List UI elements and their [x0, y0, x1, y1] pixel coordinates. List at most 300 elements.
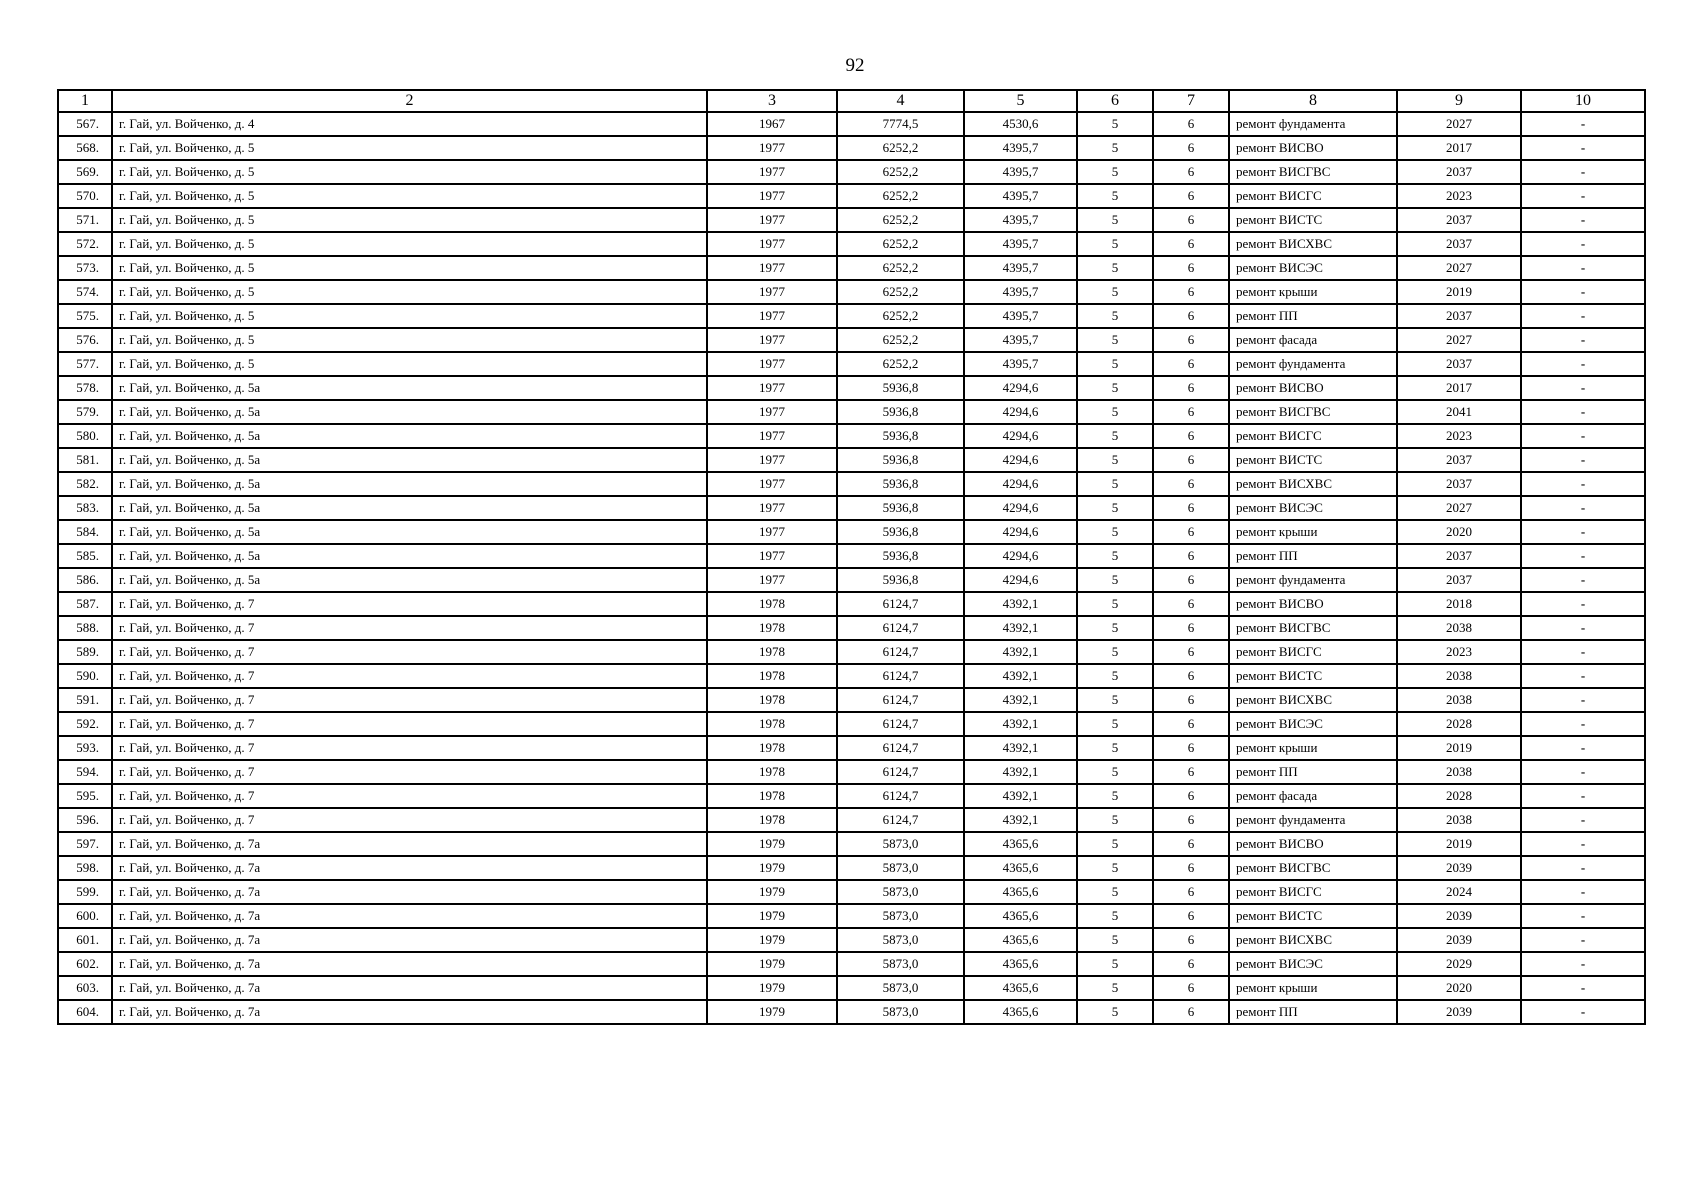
floors-cell: 5 [1077, 1000, 1153, 1024]
living-area-cell: 4365,6 [964, 856, 1077, 880]
total-area-cell: 6252,2 [837, 280, 964, 304]
address-cell: г. Гай, ул. Войченко, д. 7 [112, 736, 707, 760]
note-cell: - [1521, 712, 1645, 736]
note-cell: - [1521, 568, 1645, 592]
row-number-cell: 567. [58, 112, 112, 136]
note-cell: - [1521, 760, 1645, 784]
year-built-cell: 1977 [707, 424, 837, 448]
floors-cell: 5 [1077, 112, 1153, 136]
work-type-cell: ремонт ВИСГС [1229, 184, 1397, 208]
work-type-cell: ремонт фасада [1229, 328, 1397, 352]
work-type-cell: ремонт ПП [1229, 760, 1397, 784]
living-area-cell: 4395,7 [964, 160, 1077, 184]
planned-year-cell: 2017 [1397, 136, 1521, 160]
table-row [58, 592, 1645, 616]
address-cell: г. Гай, ул. Войченко, д. 7а [112, 856, 707, 880]
table-row [58, 304, 1645, 328]
row-number-cell: 569. [58, 160, 112, 184]
living-area-cell: 4294,6 [964, 448, 1077, 472]
row-number-cell: 575. [58, 304, 112, 328]
total-area-cell: 5873,0 [837, 904, 964, 928]
total-area-cell: 5936,8 [837, 496, 964, 520]
entrances-cell: 6 [1153, 1000, 1229, 1024]
floors-cell: 5 [1077, 544, 1153, 568]
row-number-cell: 601. [58, 928, 112, 952]
work-type-cell: ремонт ПП [1229, 544, 1397, 568]
floors-cell: 5 [1077, 304, 1153, 328]
row-number-cell: 592. [58, 712, 112, 736]
table-row [58, 928, 1645, 952]
year-built-cell: 1977 [707, 568, 837, 592]
year-built-cell: 1979 [707, 952, 837, 976]
column-header-7: 7 [1153, 90, 1229, 112]
note-cell: - [1521, 520, 1645, 544]
table-row [58, 424, 1645, 448]
year-built-cell: 1977 [707, 400, 837, 424]
planned-year-cell: 2019 [1397, 280, 1521, 304]
total-area-cell: 6124,7 [837, 640, 964, 664]
living-area-cell: 4392,1 [964, 736, 1077, 760]
table-row [58, 112, 1645, 136]
living-area-cell: 4395,7 [964, 256, 1077, 280]
row-number-cell: 583. [58, 496, 112, 520]
living-area-cell: 4392,1 [964, 592, 1077, 616]
work-type-cell: ремонт ВИСГВС [1229, 400, 1397, 424]
floors-cell: 5 [1077, 496, 1153, 520]
year-built-cell: 1979 [707, 976, 837, 1000]
year-built-cell: 1978 [707, 784, 837, 808]
planned-year-cell: 2039 [1397, 928, 1521, 952]
total-area-cell: 5936,8 [837, 376, 964, 400]
year-built-cell: 1977 [707, 496, 837, 520]
entrances-cell: 6 [1153, 184, 1229, 208]
row-number-cell: 586. [58, 568, 112, 592]
row-number-cell: 590. [58, 664, 112, 688]
floors-cell: 5 [1077, 856, 1153, 880]
living-area-cell: 4530,6 [964, 112, 1077, 136]
year-built-cell: 1977 [707, 544, 837, 568]
year-built-cell: 1977 [707, 256, 837, 280]
total-area-cell: 6252,2 [837, 232, 964, 256]
work-type-cell: ремонт ВИСТС [1229, 664, 1397, 688]
row-number-cell: 596. [58, 808, 112, 832]
entrances-cell: 6 [1153, 112, 1229, 136]
floors-cell: 5 [1077, 352, 1153, 376]
floors-cell: 5 [1077, 952, 1153, 976]
row-number-cell: 599. [58, 880, 112, 904]
total-area-cell: 5936,8 [837, 472, 964, 496]
entrances-cell: 6 [1153, 976, 1229, 1000]
total-area-cell: 5936,8 [837, 520, 964, 544]
work-type-cell: ремонт фасада [1229, 784, 1397, 808]
planned-year-cell: 2020 [1397, 520, 1521, 544]
total-area-cell: 6252,2 [837, 328, 964, 352]
entrances-cell: 6 [1153, 520, 1229, 544]
table-row [58, 352, 1645, 376]
year-built-cell: 1977 [707, 328, 837, 352]
year-built-cell: 1978 [707, 688, 837, 712]
planned-year-cell: 2038 [1397, 760, 1521, 784]
address-cell: г. Гай, ул. Войченко, д. 5 [112, 328, 707, 352]
floors-cell: 5 [1077, 664, 1153, 688]
row-number-cell: 604. [58, 1000, 112, 1024]
note-cell: - [1521, 856, 1645, 880]
floors-cell: 5 [1077, 712, 1153, 736]
work-type-cell: ремонт ВИСТС [1229, 448, 1397, 472]
living-area-cell: 4294,6 [964, 472, 1077, 496]
planned-year-cell: 2027 [1397, 496, 1521, 520]
floors-cell: 5 [1077, 280, 1153, 304]
planned-year-cell: 2028 [1397, 784, 1521, 808]
row-number-cell: 578. [58, 376, 112, 400]
year-built-cell: 1977 [707, 472, 837, 496]
entrances-cell: 6 [1153, 328, 1229, 352]
entrances-cell: 6 [1153, 664, 1229, 688]
note-cell: - [1521, 376, 1645, 400]
table-row [58, 184, 1645, 208]
address-cell: г. Гай, ул. Войченко, д. 5а [112, 400, 707, 424]
floors-cell: 5 [1077, 928, 1153, 952]
work-type-cell: ремонт ВИСВО [1229, 376, 1397, 400]
entrances-cell: 6 [1153, 232, 1229, 256]
work-type-cell: ремонт ПП [1229, 1000, 1397, 1024]
work-type-cell: ремонт ВИСГС [1229, 880, 1397, 904]
living-area-cell: 4294,6 [964, 424, 1077, 448]
row-number-cell: 602. [58, 952, 112, 976]
table-row [58, 280, 1645, 304]
living-area-cell: 4294,6 [964, 400, 1077, 424]
work-type-cell: ремонт ВИСЭС [1229, 952, 1397, 976]
table-row [58, 976, 1645, 1000]
column-header-2: 2 [112, 90, 707, 112]
planned-year-cell: 2028 [1397, 712, 1521, 736]
year-built-cell: 1967 [707, 112, 837, 136]
column-header-10: 10 [1521, 90, 1645, 112]
living-area-cell: 4365,6 [964, 952, 1077, 976]
floors-cell: 5 [1077, 232, 1153, 256]
total-area-cell: 6124,7 [837, 784, 964, 808]
row-number-cell: 594. [58, 760, 112, 784]
entrances-cell: 6 [1153, 736, 1229, 760]
address-cell: г. Гай, ул. Войченко, д. 7 [112, 640, 707, 664]
planned-year-cell: 2027 [1397, 328, 1521, 352]
column-header-4: 4 [837, 90, 964, 112]
total-area-cell: 6124,7 [837, 760, 964, 784]
address-cell: г. Гай, ул. Войченко, д. 5 [112, 136, 707, 160]
planned-year-cell: 2024 [1397, 880, 1521, 904]
total-area-cell: 6252,2 [837, 208, 964, 232]
address-cell: г. Гай, ул. Войченко, д. 5 [112, 304, 707, 328]
living-area-cell: 4365,6 [964, 928, 1077, 952]
entrances-cell: 6 [1153, 568, 1229, 592]
total-area-cell: 6124,7 [837, 808, 964, 832]
entrances-cell: 6 [1153, 472, 1229, 496]
work-type-cell: ремонт ВИСЭС [1229, 712, 1397, 736]
note-cell: - [1521, 928, 1645, 952]
floors-cell: 5 [1077, 472, 1153, 496]
work-type-cell: ремонт ВИСТС [1229, 208, 1397, 232]
year-built-cell: 1978 [707, 640, 837, 664]
living-area-cell: 4392,1 [964, 616, 1077, 640]
entrances-cell: 6 [1153, 880, 1229, 904]
planned-year-cell: 2037 [1397, 568, 1521, 592]
total-area-cell: 6124,7 [837, 688, 964, 712]
row-number-cell: 577. [58, 352, 112, 376]
entrances-cell: 6 [1153, 352, 1229, 376]
total-area-cell: 5873,0 [837, 880, 964, 904]
row-number-cell: 603. [58, 976, 112, 1000]
row-number-cell: 570. [58, 184, 112, 208]
note-cell: - [1521, 736, 1645, 760]
planned-year-cell: 2023 [1397, 424, 1521, 448]
floors-cell: 5 [1077, 256, 1153, 280]
table-row [58, 784, 1645, 808]
entrances-cell: 6 [1153, 904, 1229, 928]
entrances-cell: 6 [1153, 448, 1229, 472]
planned-year-cell: 2037 [1397, 304, 1521, 328]
living-area-cell: 4392,1 [964, 688, 1077, 712]
column-header-8: 8 [1229, 90, 1397, 112]
address-cell: г. Гай, ул. Войченко, д. 7 [112, 664, 707, 688]
total-area-cell: 6252,2 [837, 160, 964, 184]
row-number-cell: 571. [58, 208, 112, 232]
work-type-cell: ремонт фундамента [1229, 808, 1397, 832]
year-built-cell: 1979 [707, 904, 837, 928]
year-built-cell: 1977 [707, 160, 837, 184]
note-cell: - [1521, 616, 1645, 640]
living-area-cell: 4395,7 [964, 304, 1077, 328]
planned-year-cell: 2037 [1397, 472, 1521, 496]
entrances-cell: 6 [1153, 832, 1229, 856]
work-type-cell: ремонт ВИСВО [1229, 592, 1397, 616]
row-number-cell: 576. [58, 328, 112, 352]
total-area-cell: 6124,7 [837, 736, 964, 760]
address-cell: г. Гай, ул. Войченко, д. 5а [112, 424, 707, 448]
note-cell: - [1521, 304, 1645, 328]
work-type-cell: ремонт ВИСХВС [1229, 232, 1397, 256]
total-area-cell: 5873,0 [837, 856, 964, 880]
entrances-cell: 6 [1153, 856, 1229, 880]
note-cell: - [1521, 424, 1645, 448]
year-built-cell: 1978 [707, 736, 837, 760]
planned-year-cell: 2019 [1397, 736, 1521, 760]
total-area-cell: 5873,0 [837, 1000, 964, 1024]
planned-year-cell: 2037 [1397, 448, 1521, 472]
address-cell: г. Гай, ул. Войченко, д. 7 [112, 784, 707, 808]
work-type-cell: ремонт ВИСГВС [1229, 856, 1397, 880]
year-built-cell: 1978 [707, 808, 837, 832]
year-built-cell: 1978 [707, 712, 837, 736]
table-row [58, 136, 1645, 160]
table-row [58, 256, 1645, 280]
living-area-cell: 4294,6 [964, 496, 1077, 520]
address-cell: г. Гай, ул. Войченко, д. 5 [112, 280, 707, 304]
entrances-cell: 6 [1153, 400, 1229, 424]
note-cell: - [1521, 328, 1645, 352]
planned-year-cell: 2037 [1397, 208, 1521, 232]
table-row [58, 568, 1645, 592]
table-row [58, 520, 1645, 544]
row-number-cell: 598. [58, 856, 112, 880]
floors-cell: 5 [1077, 376, 1153, 400]
floors-cell: 5 [1077, 808, 1153, 832]
table-row [58, 400, 1645, 424]
planned-year-cell: 2037 [1397, 160, 1521, 184]
planned-year-cell: 2039 [1397, 1000, 1521, 1024]
row-number-cell: 580. [58, 424, 112, 448]
table-row [58, 904, 1645, 928]
table-row [58, 736, 1645, 760]
table-row [58, 160, 1645, 184]
planned-year-cell: 2023 [1397, 640, 1521, 664]
total-area-cell: 5936,8 [837, 568, 964, 592]
living-area-cell: 4392,1 [964, 760, 1077, 784]
living-area-cell: 4395,7 [964, 328, 1077, 352]
planned-year-cell: 2037 [1397, 544, 1521, 568]
floors-cell: 5 [1077, 688, 1153, 712]
address-cell: г. Гай, ул. Войченко, д. 7а [112, 928, 707, 952]
planned-year-cell: 2038 [1397, 688, 1521, 712]
living-area-cell: 4365,6 [964, 880, 1077, 904]
total-area-cell: 5873,0 [837, 952, 964, 976]
work-type-cell: ремонт ВИСГС [1229, 424, 1397, 448]
floors-cell: 5 [1077, 448, 1153, 472]
note-cell: - [1521, 280, 1645, 304]
address-cell: г. Гай, ул. Войченко, д. 4 [112, 112, 707, 136]
address-cell: г. Гай, ул. Войченко, д. 7 [112, 712, 707, 736]
living-area-cell: 4392,1 [964, 808, 1077, 832]
column-header-3: 3 [707, 90, 837, 112]
entrances-cell: 6 [1153, 280, 1229, 304]
row-number-cell: 573. [58, 256, 112, 280]
row-number-cell: 589. [58, 640, 112, 664]
planned-year-cell: 2023 [1397, 184, 1521, 208]
address-cell: г. Гай, ул. Войченко, д. 7 [112, 760, 707, 784]
floors-cell: 5 [1077, 736, 1153, 760]
planned-year-cell: 2038 [1397, 664, 1521, 688]
year-built-cell: 1977 [707, 232, 837, 256]
address-cell: г. Гай, ул. Войченко, д. 5а [112, 496, 707, 520]
work-type-cell: ремонт крыши [1229, 976, 1397, 1000]
living-area-cell: 4365,6 [964, 976, 1077, 1000]
note-cell: - [1521, 256, 1645, 280]
address-cell: г. Гай, ул. Войченко, д. 5 [112, 184, 707, 208]
year-built-cell: 1977 [707, 376, 837, 400]
total-area-cell: 6252,2 [837, 136, 964, 160]
row-number-cell: 568. [58, 136, 112, 160]
year-built-cell: 1978 [707, 760, 837, 784]
address-cell: г. Гай, ул. Войченко, д. 7а [112, 952, 707, 976]
work-type-cell: ремонт крыши [1229, 520, 1397, 544]
floors-cell: 5 [1077, 400, 1153, 424]
address-cell: г. Гай, ул. Войченко, д. 7а [112, 880, 707, 904]
living-area-cell: 4392,1 [964, 640, 1077, 664]
year-built-cell: 1977 [707, 448, 837, 472]
planned-year-cell: 2018 [1397, 592, 1521, 616]
total-area-cell: 6124,7 [837, 592, 964, 616]
row-number-cell: 582. [58, 472, 112, 496]
note-cell: - [1521, 664, 1645, 688]
table-row [58, 688, 1645, 712]
table-row [58, 760, 1645, 784]
table-row [58, 232, 1645, 256]
year-built-cell: 1979 [707, 928, 837, 952]
planned-year-cell: 2027 [1397, 112, 1521, 136]
entrances-cell: 6 [1153, 640, 1229, 664]
column-header-5: 5 [964, 90, 1077, 112]
table-row [58, 640, 1645, 664]
note-cell: - [1521, 160, 1645, 184]
entrances-cell: 6 [1153, 256, 1229, 280]
note-cell: - [1521, 400, 1645, 424]
table-body [58, 112, 1645, 1024]
year-built-cell: 1977 [707, 352, 837, 376]
table-row [58, 832, 1645, 856]
note-cell: - [1521, 808, 1645, 832]
floors-cell: 5 [1077, 520, 1153, 544]
living-area-cell: 4395,7 [964, 136, 1077, 160]
table-row [58, 616, 1645, 640]
table-row [58, 856, 1645, 880]
year-built-cell: 1977 [707, 208, 837, 232]
living-area-cell: 4294,6 [964, 376, 1077, 400]
entrances-cell: 6 [1153, 304, 1229, 328]
planned-year-cell: 2027 [1397, 256, 1521, 280]
living-area-cell: 4294,6 [964, 544, 1077, 568]
work-type-cell: ремонт ВИСГВС [1229, 160, 1397, 184]
row-number-cell: 597. [58, 832, 112, 856]
note-cell: - [1521, 952, 1645, 976]
header-row [58, 90, 1645, 112]
total-area-cell: 5873,0 [837, 928, 964, 952]
work-type-cell: ремонт ВИСХВС [1229, 472, 1397, 496]
table-row [58, 496, 1645, 520]
work-type-cell: ремонт ВИСХВС [1229, 928, 1397, 952]
planned-year-cell: 2019 [1397, 832, 1521, 856]
row-number-cell: 572. [58, 232, 112, 256]
planned-year-cell: 2020 [1397, 976, 1521, 1000]
total-area-cell: 6124,7 [837, 712, 964, 736]
note-cell: - [1521, 832, 1645, 856]
address-cell: г. Гай, ул. Войченко, д. 5а [112, 376, 707, 400]
work-type-cell: ремонт крыши [1229, 736, 1397, 760]
floors-cell: 5 [1077, 184, 1153, 208]
row-number-cell: 593. [58, 736, 112, 760]
note-cell: - [1521, 784, 1645, 808]
note-cell: - [1521, 688, 1645, 712]
address-cell: г. Гай, ул. Войченко, д. 7а [112, 904, 707, 928]
address-cell: г. Гай, ул. Войченко, д. 5 [112, 208, 707, 232]
table-row [58, 712, 1645, 736]
row-number-cell: 574. [58, 280, 112, 304]
living-area-cell: 4395,7 [964, 280, 1077, 304]
column-header-6: 6 [1077, 90, 1153, 112]
entrances-cell: 6 [1153, 592, 1229, 616]
entrances-cell: 6 [1153, 376, 1229, 400]
floors-cell: 5 [1077, 760, 1153, 784]
living-area-cell: 4395,7 [964, 208, 1077, 232]
floors-cell: 5 [1077, 616, 1153, 640]
total-area-cell: 5873,0 [837, 832, 964, 856]
row-number-cell: 581. [58, 448, 112, 472]
table-row [58, 544, 1645, 568]
table-row [58, 952, 1645, 976]
entrances-cell: 6 [1153, 160, 1229, 184]
address-cell: г. Гай, ул. Войченко, д. 7 [112, 592, 707, 616]
note-cell: - [1521, 1000, 1645, 1024]
living-area-cell: 4395,7 [964, 232, 1077, 256]
entrances-cell: 6 [1153, 208, 1229, 232]
